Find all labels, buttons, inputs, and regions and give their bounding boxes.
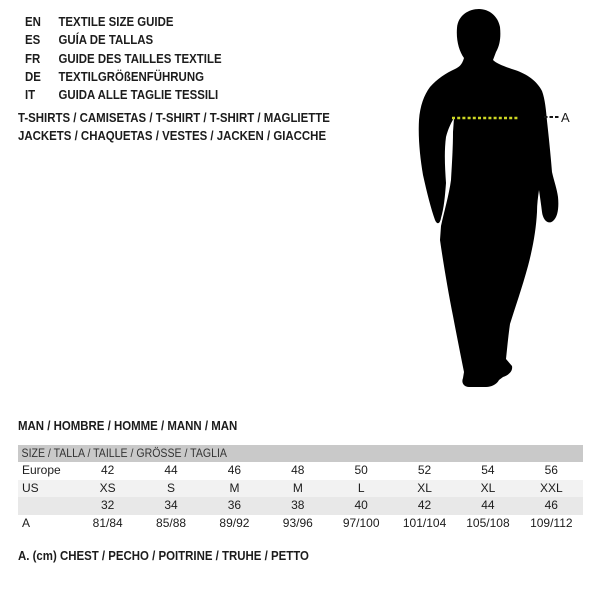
size-cell: 52: [417, 463, 432, 477]
measurement-a-label: A: [561, 110, 570, 125]
size-cell: M: [292, 480, 303, 495]
size-cell: 81/84: [92, 515, 123, 530]
row-label: [18, 497, 76, 515]
language-row-en: [25, 13, 222, 31]
language-title: TEXTILE SIZE GUIDE: [58, 14, 174, 29]
table-row-chest-a: [18, 515, 583, 533]
language-row-de: [25, 68, 222, 86]
size-cell: XL: [480, 480, 496, 495]
size-cell: 44: [481, 498, 495, 512]
language-title: GUÍA DE TALLAS: [58, 32, 154, 48]
size-table-header-label: SIZE / TALLA / TAILLE / GRÖSSE / TAGLIA: [21, 446, 227, 460]
row-label: US: [22, 480, 39, 495]
language-code: IT: [25, 87, 36, 103]
size-cell: 93/96: [282, 515, 313, 530]
size-cell: XXL: [539, 480, 563, 495]
size-cell: 54: [481, 463, 495, 477]
size-cell: 46: [544, 498, 558, 512]
language-title: GUIDE DES TAILLES TEXTILE: [58, 50, 222, 66]
language-code: DE: [25, 68, 41, 84]
size-cell: S: [167, 480, 176, 495]
size-cell: 48: [291, 463, 305, 477]
language-code: FR: [25, 50, 41, 66]
size-cell: 38: [291, 498, 305, 512]
size-cell: L: [357, 480, 365, 495]
size-cell: 42: [417, 498, 432, 512]
language-legend: [25, 13, 248, 104]
language-title: TEXTILGRÖßENFÜHRUNG: [58, 68, 204, 84]
language-code: ES: [25, 32, 41, 48]
size-cell: M: [229, 480, 240, 495]
language-row-es: [25, 31, 222, 49]
size-cell: XS: [99, 480, 116, 495]
size-cell: 44: [164, 463, 178, 477]
language-code: EN: [25, 14, 41, 29]
size-cell: 56: [544, 463, 558, 477]
table-row-numeric: [18, 497, 583, 515]
table-row-europe: [18, 462, 583, 480]
table-row-us: [18, 480, 583, 498]
row-label: A: [22, 515, 31, 530]
size-cell: 34: [164, 498, 178, 512]
garment-categories: [18, 109, 330, 145]
size-cell: 46: [227, 463, 242, 477]
size-table: [18, 445, 583, 532]
size-cell: 40: [354, 498, 368, 512]
size-cell: 105/108: [466, 515, 510, 530]
size-cell: 32: [101, 498, 115, 512]
size-cell: 89/92: [219, 515, 250, 530]
size-cell: 101/104: [402, 515, 447, 530]
measurement-footnote: A. (cm) CHEST / PECHO / POITRINE / TRUHE / PETTO: [18, 548, 309, 563]
size-cell: 36: [227, 498, 242, 512]
language-row-fr: [25, 50, 222, 68]
category-line-jackets: JACKETS / CHAQUETAS / VESTES / JACKEN / GIACCHE: [18, 128, 327, 143]
language-row-it: [25, 86, 222, 104]
language-title: GUIDA ALLE TAGLIE TESSILI: [58, 87, 219, 103]
row-label: Europe: [22, 463, 61, 477]
man-silhouette-shape: [419, 9, 559, 387]
size-cell: XL: [417, 480, 432, 495]
size-cell: 97/100: [342, 515, 380, 530]
size-table-header: [18, 445, 583, 462]
category-line-tshirts: T-SHIRTS / CAMISETAS / T-SHIRT / T-SHIRT / MAGLIETTE: [18, 110, 330, 125]
size-cell: 42: [101, 463, 115, 477]
section-title-man: MAN / HOMBRE / HOMME / MANN / MAN: [18, 418, 238, 433]
size-cell: 109/112: [530, 515, 573, 530]
size-cell: 50: [354, 463, 368, 477]
size-cell: 85/88: [156, 515, 187, 530]
